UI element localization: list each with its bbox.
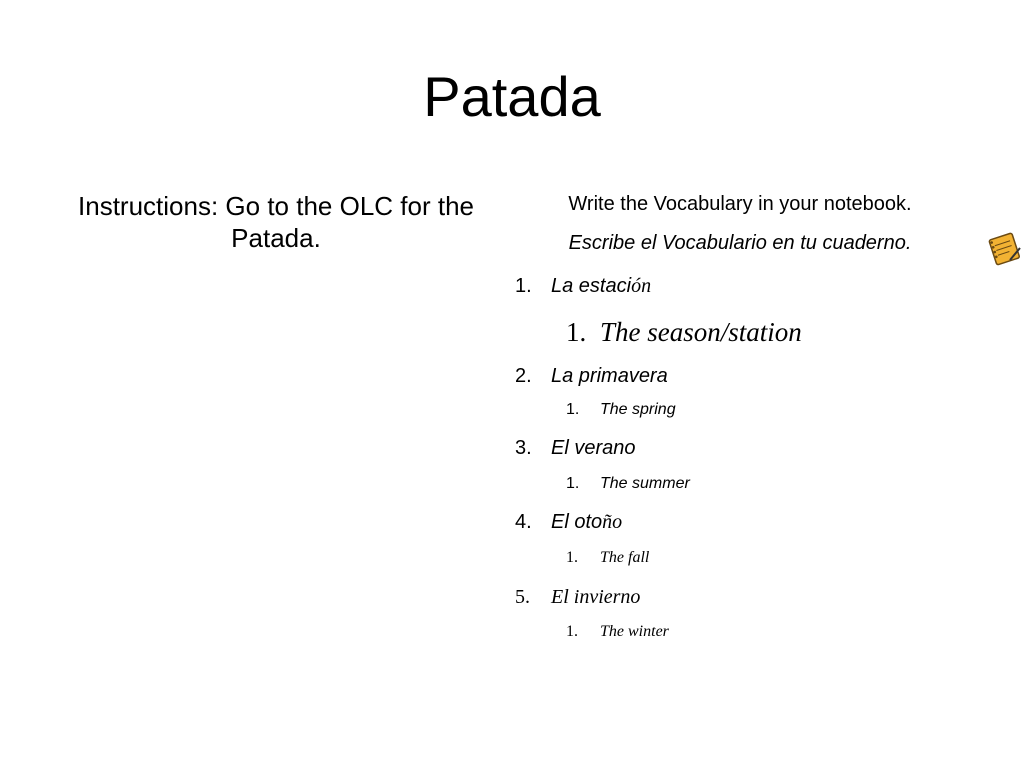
list-item <box>515 436 636 460</box>
sublist-number: 1. <box>566 623 578 640</box>
vocab-meaning: The season/station <box>600 317 802 347</box>
list-item <box>515 585 640 609</box>
list-number: 2. <box>515 365 532 387</box>
vocab-term: La primavera <box>551 365 668 387</box>
list-item <box>515 510 622 534</box>
list-number: 5. <box>515 586 530 608</box>
vocab-term: El oto <box>551 511 603 533</box>
sublist-number: 1. <box>566 475 580 492</box>
sublist-number: 1. <box>566 317 587 347</box>
list-number: 3. <box>515 437 532 459</box>
sublist-number: 1. <box>566 549 578 566</box>
intro-english: Write the Vocabulary in your notebook. <box>568 193 912 215</box>
slide-title: Patada <box>423 65 601 128</box>
instructions-text: Instructions: Go to the OLC for the Patada. <box>78 191 474 253</box>
list-item <box>515 364 668 388</box>
vocab-term: La estaci <box>551 275 632 297</box>
vocab-meaning: The winter <box>600 623 669 640</box>
intro-spanish: Escribe el Vocabulario en tu cuaderno. <box>568 232 912 254</box>
list-item <box>566 474 690 494</box>
notebook-pencil-icon <box>984 228 1024 268</box>
list-item <box>566 400 676 420</box>
vocab-term: El invierno <box>551 586 641 608</box>
sublist-number: 1. <box>566 401 580 418</box>
list-item <box>566 548 649 568</box>
vocab-term-tail: ón <box>631 275 652 297</box>
list-item <box>515 274 651 298</box>
vocab-meaning: The summer <box>600 475 690 492</box>
list-number: 4. <box>515 511 532 533</box>
vocab-meaning: The spring <box>600 401 676 418</box>
vocab-meaning: The fall <box>600 549 650 566</box>
list-number: 1. <box>515 275 532 297</box>
list-item <box>566 622 669 642</box>
list-item <box>566 316 802 348</box>
vocab-term: El verano <box>551 437 636 459</box>
vocab-term-tail: ño <box>602 511 623 533</box>
